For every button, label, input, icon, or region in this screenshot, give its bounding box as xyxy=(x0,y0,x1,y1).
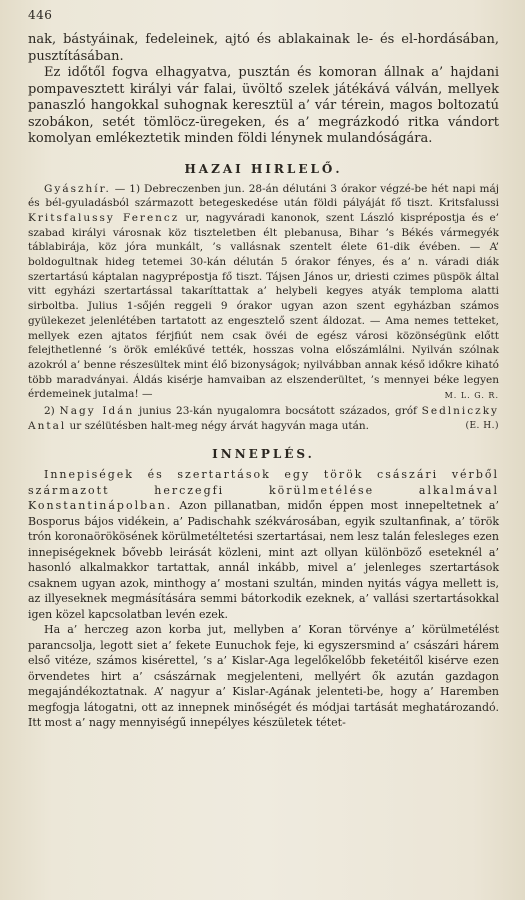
news-item-2-name2: Sedlniczky Antal xyxy=(28,405,499,432)
news-item-2-signature: (E. H.) xyxy=(465,420,499,431)
news-item-2 xyxy=(28,404,499,433)
news-item-2-name: Nagy Idán xyxy=(59,405,135,418)
news-item-1-text-b: ur, nagyváradi kanonok, szent László kisprépostja és e’ szabad királyi városnak köz tiszteletben élt plebanusa, Bihar ’s Békés vármegyék táblabirája, köz jóra munkált, ’s vallásnak szentelt élete 61-dik évében. — A’ boldogultnak hideg tetemei 30-kán délután 5 órakor fényes, és a’ n. váradi diák szertartású káptalan nagyprépostja fő tiszt. Tájsen János ur, driesti czimes püspök által vitt egyházi szertartással takaríttattak a’ helybeli kegyes atyák temploma alatti sirboltba. Julius 1-sőjén reggeli 9 órakor ugyan azon szent egyházban számos gyülekezet jelenlétében tartatott az engesztelő szent áldozat. — Ama nemes tetteket, mellyek ezen ajtatos férjfiút nem csak övéi de egész városi közönségünk előtt felejthetlenné ’s örök emlékűvé tették, hosszas volna előszámlálni. Nyilván szólnak azokról a’ benne részesültek mint élő bizonyságok; nyilvábban annak késő időkre kiható több maradványai. Áldás kisérje hamvaiban az elszenderültet, ’s mennyei béke legyen érdemeinek jutalma! — xyxy=(28,211,499,401)
news-item-1-text-a: — 1) Debreczenben jun. 28-án délutáni 3 órakor végzé-be hét napi máj és bél-gyuladásból származott betegeskedése után földi pályáját fő tiszt. Kritsfalussi xyxy=(28,182,499,210)
news-item-1-place: Gyászhír. xyxy=(44,182,111,195)
innepeles-paragraph-1 xyxy=(28,467,499,622)
intro-paragraph: Ez időtől fogva elhagyatva, pusztán és komoran állnak a’ hajdani pompavesztett királyi vár falai, üvöltő szelek játékává válván, mellyek panaszló hangokkal suhognak keresztül a’ vár térein, magos boltozatú szobákon, setét tömlöcz-üregeken, és a’ megrázkodó ritka vándort komolyan emlékeztetik minden földi lénynek mulandóságára. xyxy=(28,65,499,146)
news-item-2-text-a: 2) xyxy=(44,405,60,418)
page-number: 446 xyxy=(28,8,53,22)
innepeles-lead: Innepiségek és szertartások egy török császári vérből származott herczegfi körülmetélése alkalmával Konstantinápolban. xyxy=(28,468,499,513)
news-item-2-text-c: ur szélütésben halt-meg négy árvát hagyván maga után. xyxy=(66,419,369,432)
innepeles-para1: Azon pillanatban, midőn éppen most innepeltetnek a’ Bosporus bájos vidékein, a’ Padischahk székvárosában, egyik szultanfinak, a’ török trón koronaörökösének körülmetéltetési szertartásai, nem lesz talán felesleges ezen innepiségeknek bővebb leirását közleni, mint azt ollyan különböző eseteknél a’ hasonló alkalmakkor tartattak, annál inkább, mivel a’ jelenleges szertartások csaknem ugyan azok, minthogy a’ mostani szultán, minden nyitás vágya mellett is, az illyeseknek megmásítására semmi bátorkodik ezeknek, a’ vallási szertartásokkal igen közel kapcsolatban levén ezek. xyxy=(28,499,499,621)
news-item-1-signature: M. L. G. R. xyxy=(444,391,499,401)
innepeles-section xyxy=(28,467,499,731)
innepeles-paragraph-2: Ha a’ herczeg azon korba jut, mellyben a’ Koran törvénye a’ körülmetélést parancsolja, legott siet a’ fekete Eunuchok feje, ki egyszersmind a’ császári hárem első vitéze, számos kisérettel, ’s a’ Kislar-Aga legelőkelőbb feketéitől kisérve ezen örvendetes hirt a’ császárnak megjelenteni, mellyért ők azután gazdagon megajándékoztatnak. A’ nagyur a’ Kislar-Agának jelenteti-be, hogy a’ Haremben megfogja látogatni, ott az innepnek minőségét és módjai tartását meghatározandó. Itt most a’ nagy mennyiségű innepélyes készületek tétet- xyxy=(28,623,499,730)
intro-continuation: nak, bástyáinak, fedeleinek, ajtó és ablakainak le- és el-hordásában, pusztításában. xyxy=(28,32,499,64)
innepeles-heading: INNEPLÉS. xyxy=(212,447,315,462)
news-heading: HAZAI HIRLELŐ. xyxy=(184,161,343,176)
news-section xyxy=(28,182,499,434)
news-item-1-name: Kritsfalussy Ferencz xyxy=(28,211,180,224)
news-item-1 xyxy=(28,182,499,403)
news-item-2-text-b: junius 23-kán nyugalomra bocsátott százados, gróf xyxy=(134,405,422,418)
intro-section xyxy=(28,32,499,148)
